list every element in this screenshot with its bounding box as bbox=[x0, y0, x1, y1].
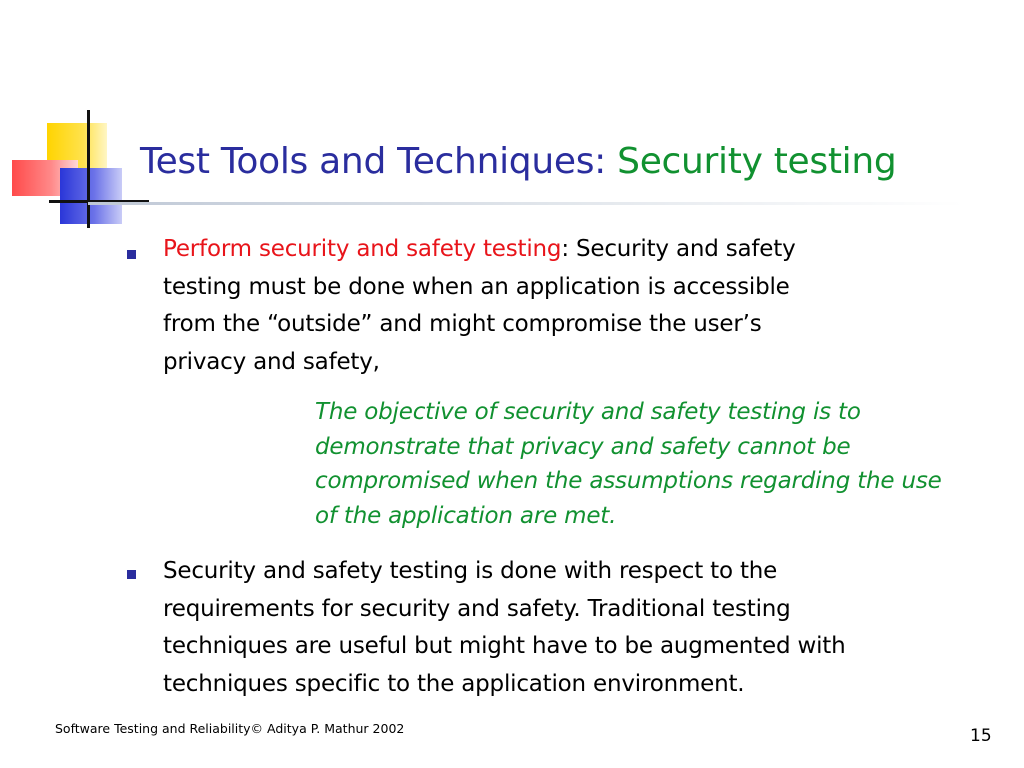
bullet-1-line-1: : Security and safety bbox=[561, 236, 796, 262]
title-underline bbox=[88, 202, 964, 205]
bullet-1-line-3: from the “outside” and might compromise the user’s bbox=[163, 311, 762, 337]
logo-vertical-line bbox=[87, 110, 90, 228]
bullet-1-line-4: privacy and safety, bbox=[163, 348, 380, 375]
bullet-text-2 bbox=[163, 553, 963, 703]
bullet-2-line-3: techniques are useful but might have to be augmented with bbox=[163, 633, 846, 659]
bullet-2-line-1: Security and safety testing is done with respect to the bbox=[163, 558, 778, 584]
slide-title bbox=[140, 139, 896, 185]
page-number: 15 bbox=[970, 726, 992, 746]
bullet-2-line-4: techniques specific to the application environment. bbox=[163, 670, 745, 697]
quote-line-3: compromised when the assumptions regarding the use bbox=[315, 468, 942, 494]
bullet-square-icon bbox=[127, 250, 136, 259]
bullet-square-icon bbox=[127, 570, 136, 579]
bullet-2-line-2: requirements for security and safety. Traditional testing bbox=[163, 595, 791, 622]
bullet-text-1 bbox=[163, 231, 883, 381]
quote-line-4: of the application are met. bbox=[315, 502, 617, 529]
bullet-1-highlight: Perform security and safety testing bbox=[163, 236, 562, 262]
footer-text: Software Testing and Reliability© Aditya P. Mathur 2002 bbox=[55, 721, 405, 736]
title-main: Test Tools and Techniques: bbox=[140, 141, 606, 182]
title-topic: Security testing bbox=[617, 141, 897, 182]
bullet-1-line-2: testing must be done when an application is accessible bbox=[163, 273, 790, 300]
blue-square bbox=[60, 168, 122, 224]
objective-quote bbox=[315, 395, 1020, 533]
quote-line-2: demonstrate that privacy and safety cannot be bbox=[315, 433, 851, 460]
quote-line-1: The objective of security and safety testing is to bbox=[315, 399, 861, 425]
